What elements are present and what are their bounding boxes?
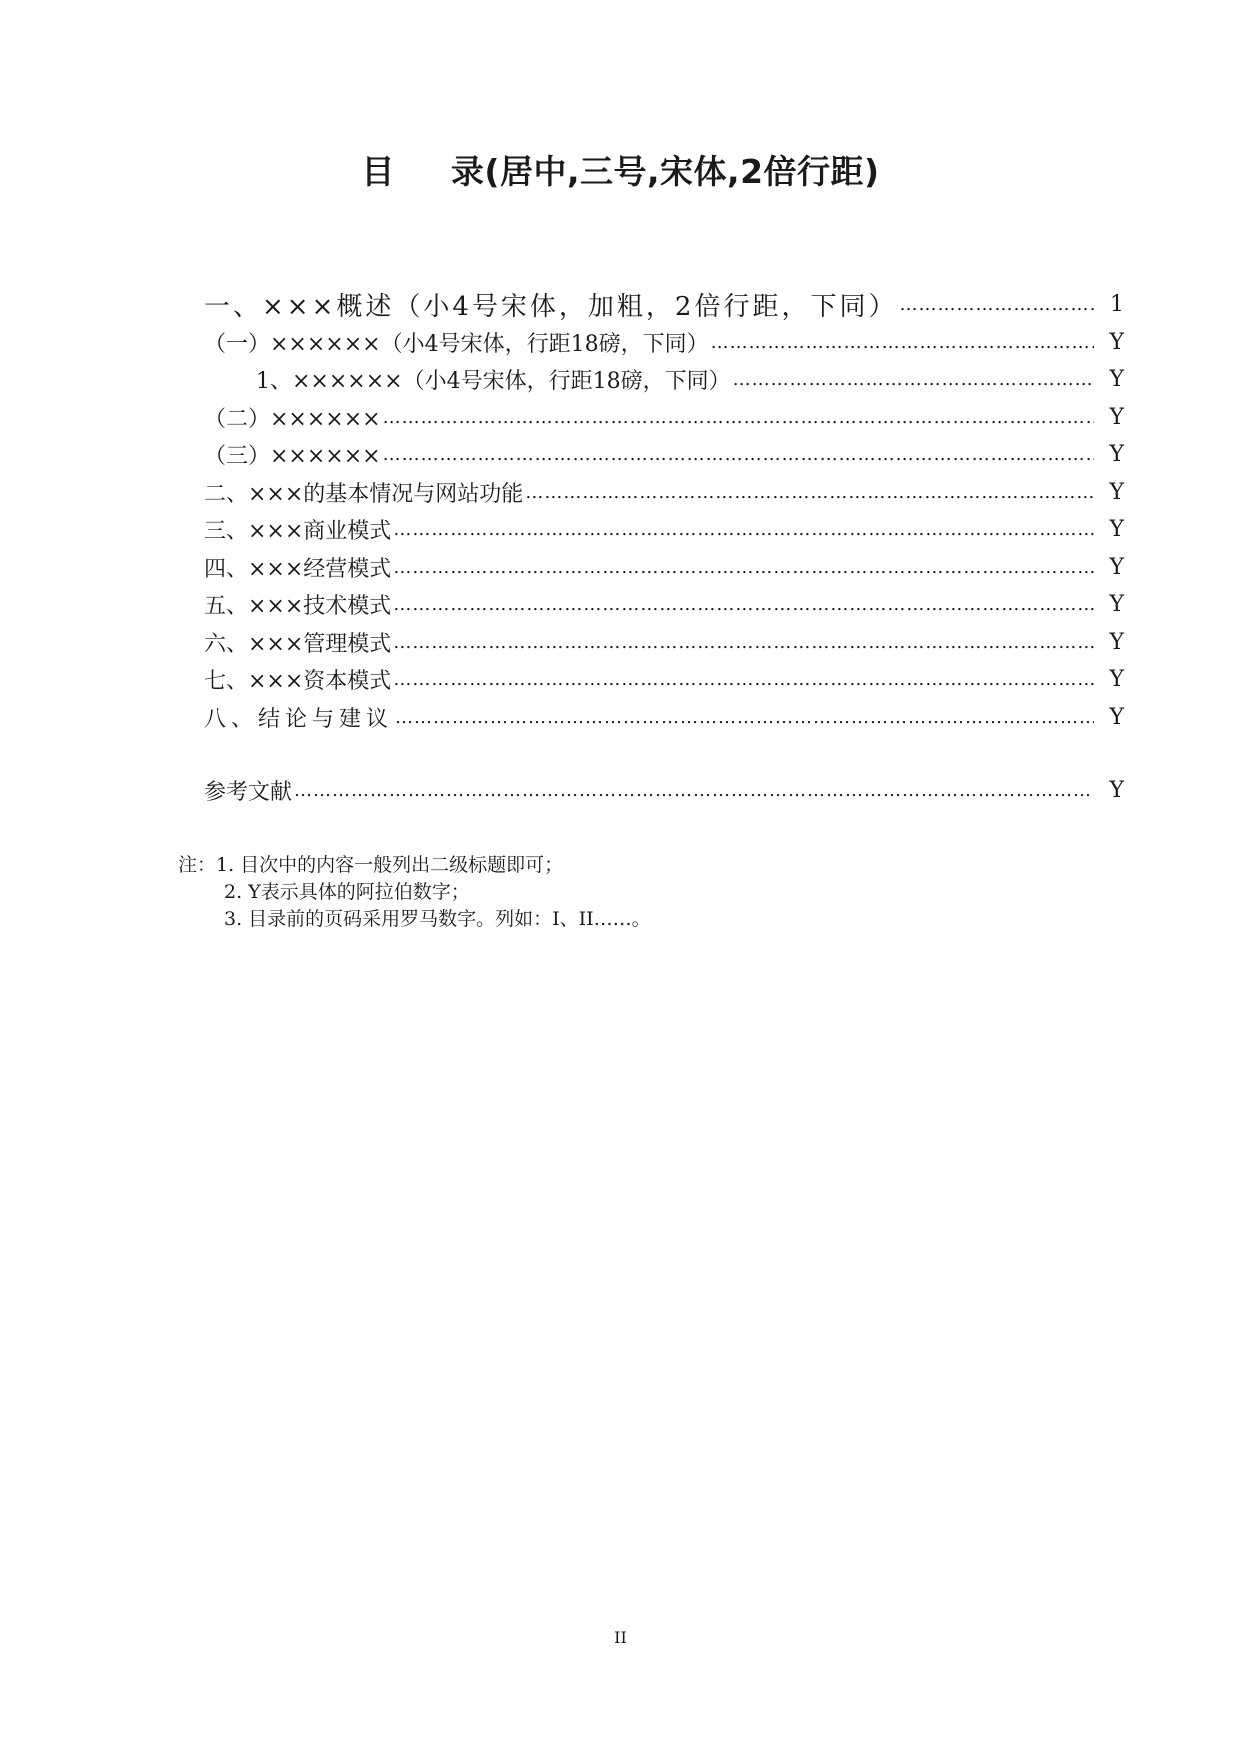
toc-dot-leader	[525, 482, 1094, 503]
toc-dot-leader	[733, 369, 1094, 390]
page-title	[0, 146, 1241, 193]
toc-page-number: Y	[1109, 479, 1124, 505]
toc-entry-chapter-4[interactable]	[204, 549, 1124, 587]
toc-entry-text: （三）××××××	[204, 444, 381, 470]
toc-entry-subsection-1[interactable]	[204, 361, 1124, 399]
toc-dot-leader	[294, 780, 1094, 801]
toc-dot-leader	[383, 444, 1094, 465]
toc-entry-text: 四、×××经营模式	[204, 556, 392, 582]
toc-entry-chapter-1[interactable]	[204, 286, 1124, 324]
toc-entry-chapter-8[interactable]	[204, 699, 1124, 737]
note-line: 3. 目录前的页码采用罗马数字。列如：I、II……。	[224, 908, 651, 930]
notes-block	[178, 852, 651, 933]
toc-dot-leader	[393, 632, 1094, 653]
toc-entry-chapter-2[interactable]	[204, 474, 1124, 512]
toc-entry-section-1-2[interactable]	[204, 399, 1124, 437]
toc-entry-text: （二）××××××	[204, 406, 381, 432]
toc-dot-leader	[393, 669, 1094, 690]
toc-entry-text: 参考文献	[204, 780, 293, 806]
page-title-rest: 录(居中,三号,宋体,2倍行距)	[450, 152, 880, 191]
toc-dot-leader	[393, 519, 1094, 540]
toc-entry-text: 八、结论与建议	[204, 706, 394, 732]
toc-dot-leader	[899, 294, 1094, 315]
toc-page-number: Y	[1109, 554, 1124, 580]
toc-page-number: 1	[1110, 292, 1124, 318]
page-number: II	[614, 1628, 627, 1647]
toc-entry-chapter-3[interactable]	[204, 511, 1124, 549]
toc-dot-leader	[395, 707, 1094, 728]
toc-dot-leader	[711, 332, 1094, 353]
toc-entry-chapter-7[interactable]	[204, 661, 1124, 699]
toc-page-number: Y	[1109, 629, 1124, 655]
toc-page-number: Y	[1109, 442, 1124, 468]
toc-entry-text: 六、×××管理模式	[204, 631, 392, 657]
toc-entry-text: 1、××××××（小4号宋体，行距18磅，下同）	[256, 369, 731, 395]
toc-entry-text: 一、×××概述（小4号宋体，加粗，2倍行距，下同）	[204, 292, 898, 323]
page-title-main: 目	[361, 152, 395, 191]
toc-entry-text: 二、×××的基本情况与网站功能	[204, 481, 524, 507]
toc-page-number: Y	[1109, 329, 1124, 355]
toc-entry-text: （一）××××××（小4号宋体，行距18磅，下同）	[204, 331, 709, 357]
toc-entry-text: 七、×××资本模式	[204, 669, 392, 695]
note-line: 2. Y表示具体的阿拉伯数字；	[224, 881, 470, 903]
toc-page-number: Y	[1109, 704, 1124, 730]
note-line: 注：1. 目次中的内容一般列出二级标题即可；	[178, 854, 564, 876]
toc-page-number: Y	[1109, 592, 1124, 618]
toc-page-number: Y	[1109, 778, 1124, 804]
toc-entry-chapter-6[interactable]	[204, 624, 1124, 662]
toc-page-number: Y	[1109, 517, 1124, 543]
toc-entry-section-1-3[interactable]	[204, 436, 1124, 474]
toc-page-number: Y	[1109, 367, 1124, 393]
toc-dot-leader	[393, 557, 1094, 578]
toc-entry-section-1-1[interactable]	[204, 324, 1124, 362]
toc-page-number: Y	[1109, 404, 1124, 430]
toc-dot-leader	[393, 594, 1094, 615]
toc-entry-text: 三、×××商业模式	[204, 519, 392, 545]
toc-entry-text: 五、×××技术模式	[204, 594, 392, 620]
toc-entry-references[interactable]	[204, 772, 1124, 810]
toc-dot-leader	[383, 407, 1094, 428]
toc-entry-chapter-5[interactable]	[204, 586, 1124, 624]
toc-page-number: Y	[1109, 667, 1124, 693]
table-of-contents	[204, 286, 1124, 810]
